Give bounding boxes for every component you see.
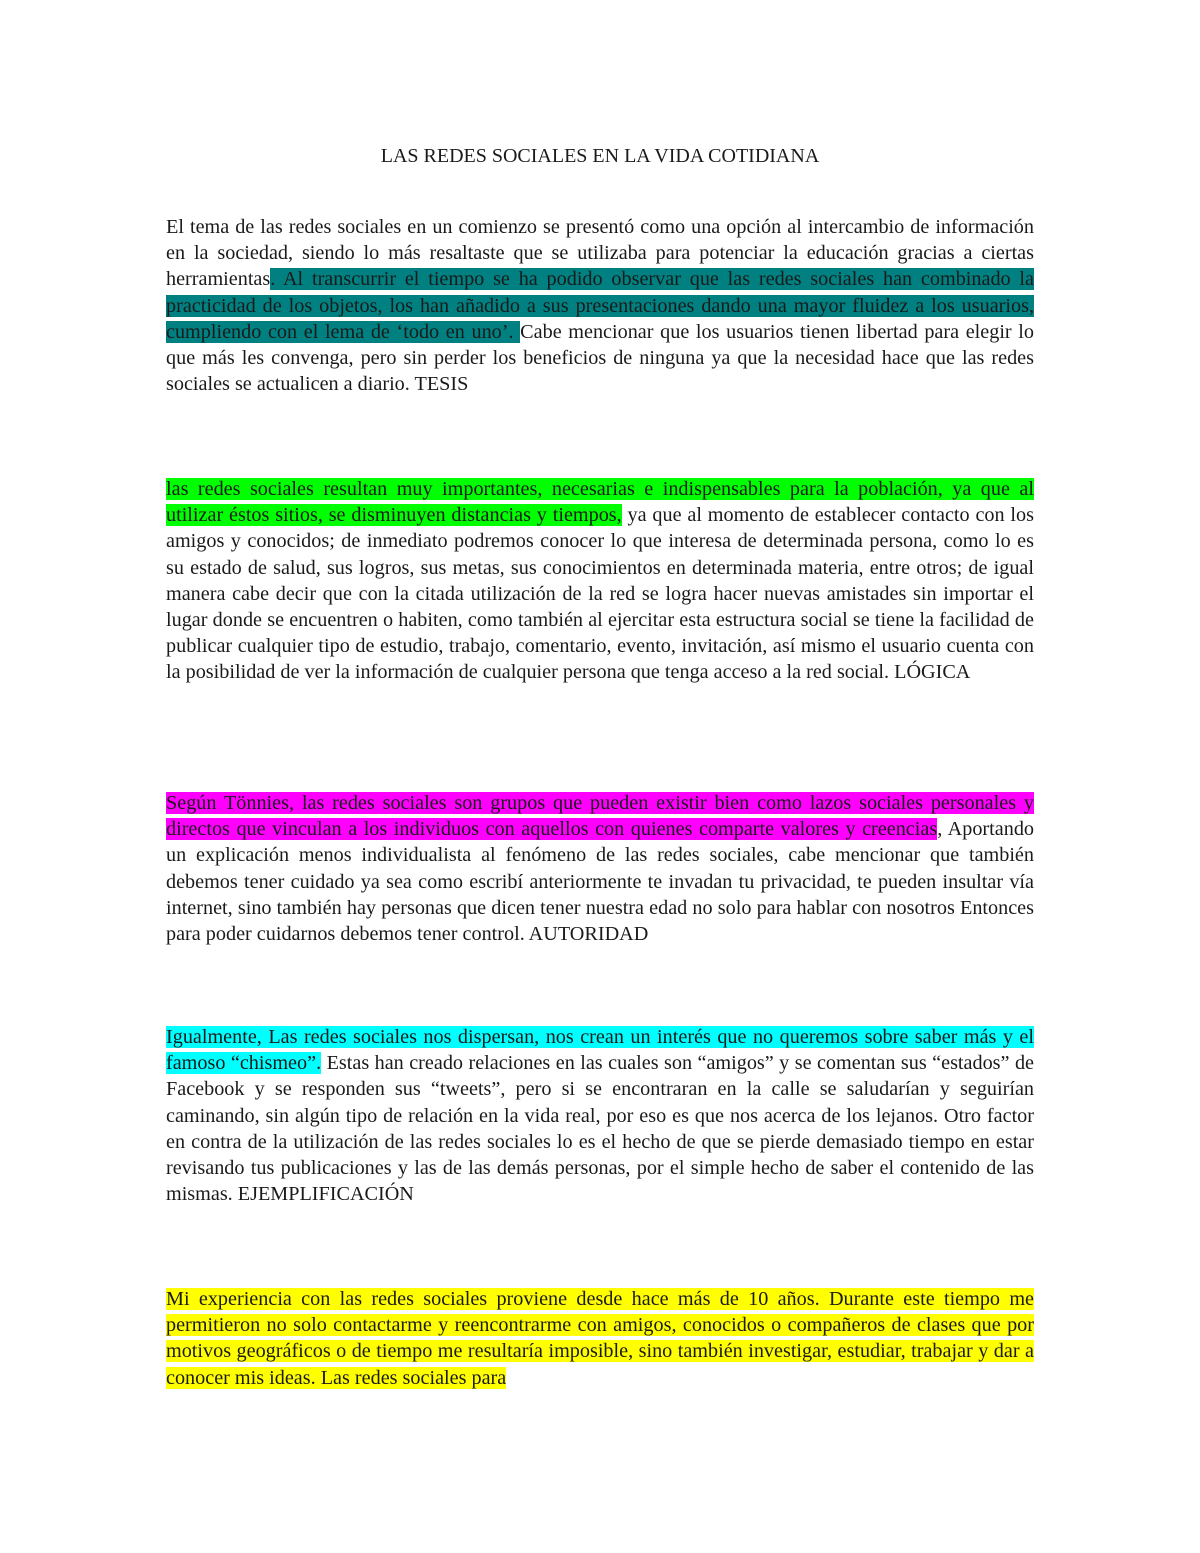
paragraph-text: , Aportando un explicación menos individualista al fenómeno de las redes sociales, cabe mencionar que también debemos tener cuidado ya sea como escribí anteriormente te invadan tu privacidad, te pueden insultar vía internet, sino también hay personas que dicen tener nuestra edad no solo para hablar con nosotros Entonces para poder cuidarnos debemos tener control. AUTORIDAD (166, 818, 1035, 946)
document-title: LAS REDES SOCIALES EN LA VIDA COTIDIANA (380, 145, 820, 167)
paragraph-authority (166, 790, 1034, 947)
teal-highlight: . Al transcurrir el tiempo se ha podido observar que las redes sociales han combinado la practicidad de los objetos, los han añadido a sus presentaciones dando una mayor fluidez a los usuarios, cumpliendo con el lema de ‘todo en uno’. (166, 268, 1034, 343)
paragraph-exemplification (166, 1024, 1034, 1207)
paragraph-thesis (166, 214, 1034, 397)
green-highlight: las redes sociales resultan muy importantes, necesarias e indispensables para la población, ya que al utilizar éstos sitios, se disminuyen distancias y tiempos, (166, 478, 1034, 527)
paragraph-logic (166, 476, 1034, 686)
magenta-highlight: Según Tönnies, las redes sociales son grupos que pueden existir bien como lazos sociales personales y directos que vinculan a los individuos con aquellos con quienes comparte valores y creencias (166, 792, 1034, 841)
paragraph-text: El tema de las redes sociales en un comienzo se presentó como una opción al intercambio de información en la sociedad, siendo lo más resaltaste que se utilizaba para potenciar la educación gracias a ciertas herramientas (166, 216, 1034, 291)
yellow-highlight: Mi experiencia con las redes sociales proviene desde hace más de 10 años. Durante este tiempo me permitieron no solo contactarme y reencontrarme con amigos, conocidos o compañeros de clases que por motivos geográficos o de tiempo me resultaría imposible, sino también investigar, estudiar, trabajar y dar a conocer mis ideas. Las redes sociales para (166, 1288, 1034, 1389)
paragraph-text: ya que al momento de establecer contacto con los amigos y conocidos; de inmediato podremos conocer lo que interesa de determinada persona, como lo es su estado de salud, sus logros, sus metas, sus conocimientos en determinada materia, entre otros; de igual manera cabe decir que con la citada utilización de la red se logra hacer nuevas amistades sin importar el lugar donde se encuentren o habiten, como también al ejercitar esta estructura social se tiene la facilidad de publicar cualquier tipo de estudio, trabajo, comentario, evento, invitación, así mismo el usuario cuenta con la posibilidad de ver la información de cualquier persona que tenga acceso a la red social. LÓGICA (166, 504, 1034, 684)
paragraph-text: Estas han creado relaciones en las cuales son “amigos” y se comentan sus “estados” de Facebook y se responden sus “tweets”, pero si se encontraran en la calle se saludarían y seguirían caminando, sin algún tipo de relación en la vida real, por eso es que nos acerca de los lejanos. Otro factor en contra de la utilización de las redes sociales lo es el hecho de que se pierde demasiado tiempo en estar revisando tus publicaciones y las de las demás personas, por el simple hecho de saber el contenido de las mismas. EJEMPLIFICACIÓN (166, 1052, 1034, 1206)
paragraph-text: Cabe mencionar que los usuarios tienen libertad para elegir lo que más les convenga, pero sin perder los beneficios de ninguna ya que la necesidad hace que las redes sociales se actualicen a diario. TESIS (166, 320, 1034, 396)
cyan-highlight: Igualmente, Las redes sociales nos dispersan, nos crean un interés que no queremos sobre saber más y el famoso “chismeo”. (166, 1026, 1034, 1075)
paragraph-experience (166, 1286, 1034, 1391)
